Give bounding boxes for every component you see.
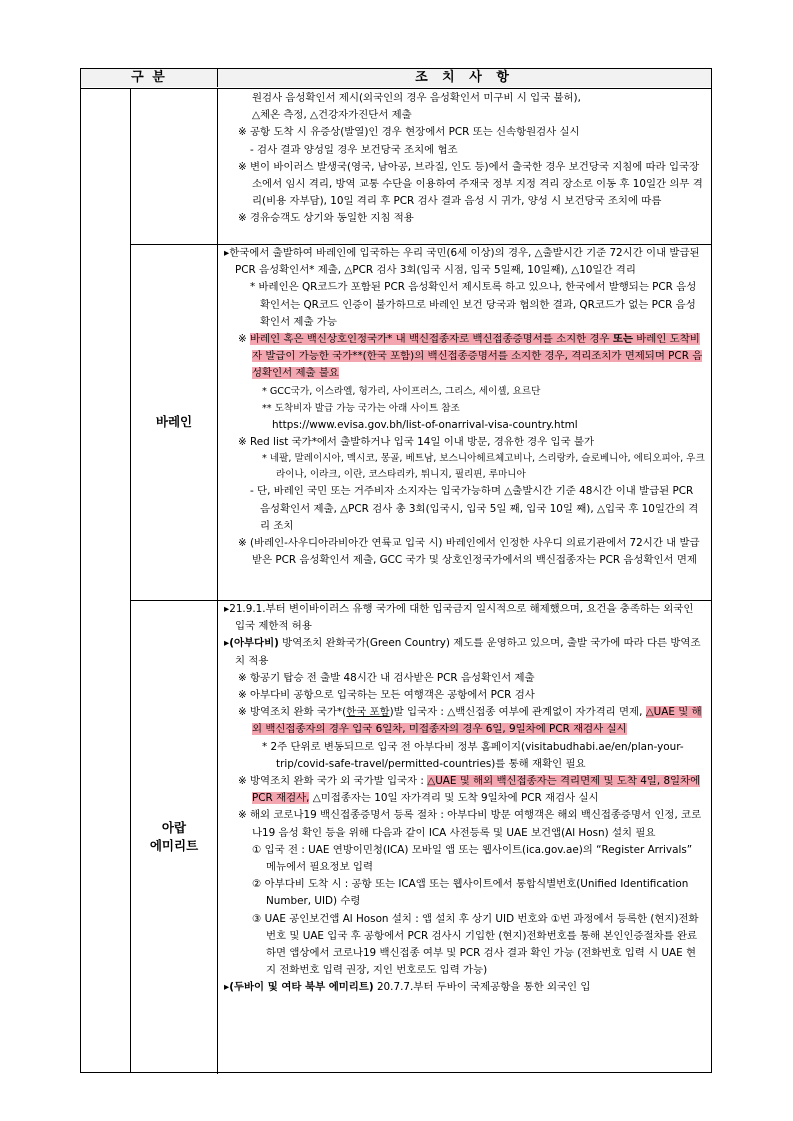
highlighted-note: ※ 바레인 혹은 백신상호인정국가* 내 백신접종자로 백신접종증명서를 소지한 경우 또는 바레인 도착비자 발급이 가능한 국가**(한국 포함)의 백신접종증명서를 소지한 경우, 격리조치가 면제되며 PCR 음성확인서 제출 불요 (238, 333, 703, 380)
url-text: https://www.evisa.gov.bh/list-of-onarrival-visa-country.html (272, 419, 578, 432)
table-header (81, 69, 711, 89)
content-bahrain (218, 244, 711, 600)
text-line: △체온 측정, △건강자가진단서 제출 (252, 109, 412, 122)
text-line: ▸(아부다비) 방역조치 완화국가(Green Country) 제도를 운영하고 있으며, 출발 국가에 따라 다른 방역조치 적용 (224, 637, 701, 667)
text-line: ② 아부다비 도착 시 : 공항 또는 ICA앱 또는 웹사이트에서 통합식별번호(Unified Identification Number, UID) 수령 (252, 878, 689, 908)
text-line: * 2주 단위로 변동되므로 입국 전 아부다비 정부 홈페이지(visitabudhabi.ae/en/plan-your-trip/covid-safe-travel/permitted-countries)를 통해 재확인 필요 (262, 740, 684, 770)
header-category: 구 분 (81, 69, 218, 87)
text-line: ※ 항공기 탑승 전 출발 48시간 내 검사받은 PCR 음성확인서 제출 (238, 671, 535, 684)
text-line: * 네팔, 말레이시아, 멕시코, 몽골, 베트남, 보스니아헤르체고비나, 스리랑카, 슬로베니아, 에티오피아, 우크라이나, 이라크, 이란, 코스타리카, 튀니지, 필리핀, 루마니아 (262, 453, 705, 481)
text-line: - 단, 바레인 국민 또는 거주비자 소지자는 입국가능하며 △출발시간 기준 48시간 이내 발급된 PCR 음성확인서 제출, △PCR 검사 총 3회(입국시, 입국 5일 째, 입국 10일 째), △입국 후 10일간의 격리 조치 (250, 485, 699, 532)
text-line: * GCC국가, 이스라엘, 헝가리, 사이프러스, 그리스, 세이셸, 요르단 (262, 385, 541, 397)
text-line: ▸(두바이 및 여타 북부 에미리트) 20.7.7.부터 두바이 국제공항을 통한 외국인 입 (224, 981, 591, 994)
text-line: ③ UAE 공인보건앱 Al Hoson 설치 : 앱 설치 후 상기 UID 번호와 ①번 과정에서 등록한 (현지)전화번호 및 UAE 입국 후 공항에서 PCR 검사시 기입한 (현지)전화번호를 통해 본인인증절차를 완료하면 앱상에서 코로나19 백신접종 여부 및 PCR 검사 결과 확인 가능 (전화번호 입력 시 UAE 현지 전화번호 입력 권장, 지인 번호로도 입력 가능) (252, 912, 699, 977)
content-uae (218, 600, 711, 1074)
highlighted-note: ※ 방역조치 완화 국가 외 국가발 입국자 : △UAE 및 해외 백신접종자는 격리면제 및 도착 4일, 8일차에 PCR 재검사, △미접종자는 10일 자가격리 및 도착 9일차에 PCR 재검사 실시 (238, 775, 701, 805)
text-line: ※ 경유승객도 상기와 동일한 지침 적용 (238, 212, 414, 225)
text-line: ※ 해외 코로나19 백신접종증명서 등록 절차 : 아부다비 방문 여행객은 해외 백신접종증명서 인정, 코로나19 음성 확인 등을 위해 다음과 같이 ICA 사전등록 및 UAE 보건앱(Al Hosn) 설치 필요 (238, 809, 702, 839)
content-cell-continuation (218, 89, 711, 244)
category-cell-continuation (131, 89, 218, 244)
text-line: ※ 아부다비 공항으로 입국하는 모든 여행객은 공항에서 PCR 검사 (238, 689, 535, 702)
text-line: ① 입국 전 : UAE 연방이민청(ICA) 모바일 앱 또는 웹사이트(ica.gov.ae)의 “Register Arrivals” 메뉴에서 필요정보 입력 (252, 843, 693, 874)
text-line: ※ 변이 바이러스 발생국(영국, 남아공, 브라질, 인도 등)에서 출국한 경우 보건당국 지침에 따라 입국장소에서 임시 격리, 방역 교통 수단을 이용하여 주재국 정부 지정 격리 장소로 이동 후 10일간 의무 격리(비용 자부담), 10일 격리 후 PCR 검사 결과 음성 시 귀가, 양성 시 보건당국 조치에 따름 (238, 160, 703, 208)
text-line: * 바레인은 QR코드가 포함된 PCR 음성확인서 제시토록 하고 있으나, 한국에서 발행되는 PCR 음성확인서는 QR코드 인증이 불가하므로 바레인 보건 당국과 협의한 결과, QR코드가 없는 PCR 음성확인서 제출 가능 (250, 281, 697, 328)
text-line: 원검사 음성확인서 제시(외국인의 경우 음성확인서 미구비 시 입국 불허), (252, 92, 581, 104)
text-line: ※ Red list 국가*에서 출발하거나 입국 14일 이내 방문, 경유한 경우 입국 불가 (238, 436, 594, 449)
text-line: ** 도착비자 발급 가능 국가는 아래 사이트 참조 (262, 402, 460, 414)
document-table (80, 68, 712, 1073)
text-line: ▸21.9.1.부터 변이바이러스 유행 국가에 대한 입국금지 일시적으로 해제했으며, 요건을 충족하는 외국인 입국 제한적 허용 (224, 603, 694, 633)
header-measures: 조 치 사 항 (218, 69, 711, 87)
highlighted-note: ※ 방역조치 완화 국가*(한국 포함)발 입국자 : △백신접종 여부에 관계없이 자가격리 면제, △UAE 및 해외 백신접종자의 경우 입국 6일차, 미접종자의 경우 6일, 9일차에 PCR 재검사 실시 (238, 706, 702, 736)
text-line: - 검사 결과 양성일 경우 보건당국 조치에 협조 (250, 143, 458, 156)
text-line: ※ (바레인-사우디아라비아간 연륙교 입국 시) 바레인에서 인정한 사우디 의료기관에서 72시간 내 발급받은 PCR 음성확인서 제출, GCC 국가 및 상호인정국가에서의 백신접종자는 PCR 음성확인서 면제 (238, 537, 700, 567)
category-uae: 아랍 에미리트 (131, 600, 218, 1074)
text-line: ▸한국에서 출발하여 바레인에 입국하는 우리 국민(6세 이상)의 경우, △출발시간 기준 72시간 이내 발급된 PCR 음성확인서* 제출, △PCR 검사 3회(입국 시점, 입국 5일째, 10일째), △10일간 격리 (224, 247, 700, 277)
text-line: ※ 공항 도착 시 유증상(발열)인 경우 현장에서 PCR 또는 신속항원검사 실시 (238, 126, 580, 139)
category-bahrain: 바레인 (131, 244, 218, 600)
lead-column (81, 89, 131, 1072)
